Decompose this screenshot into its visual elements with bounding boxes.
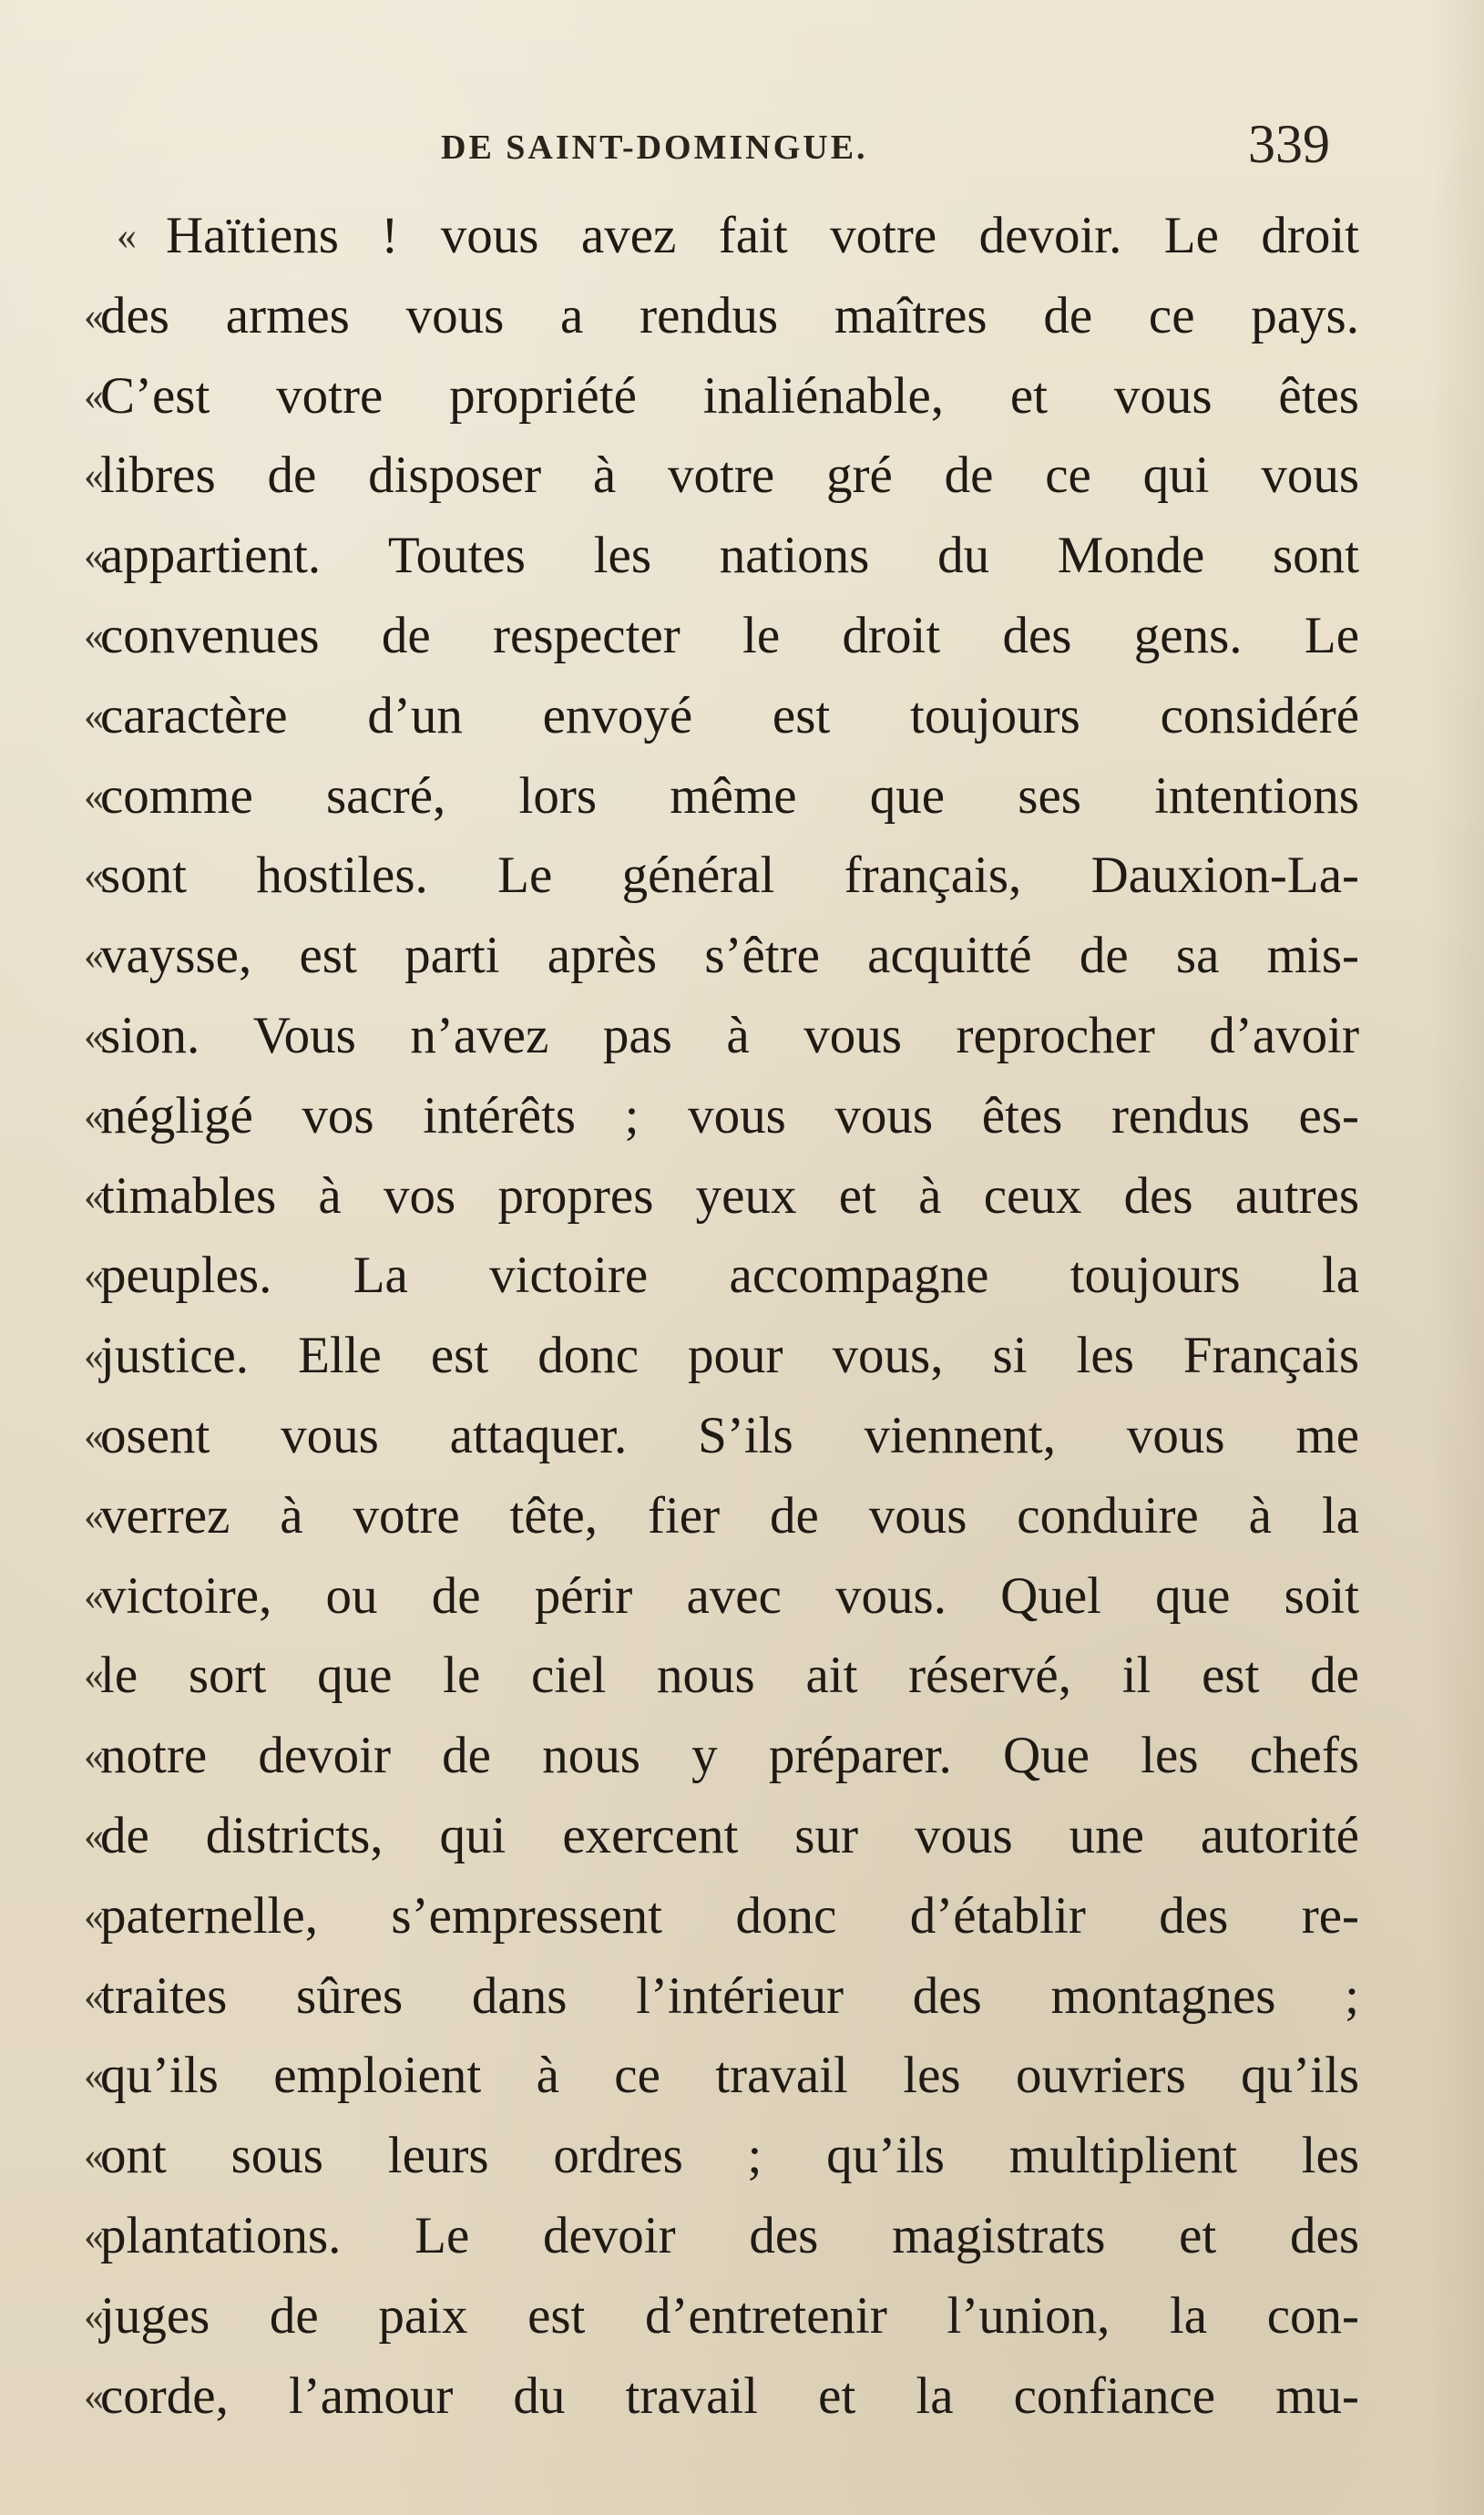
line-text: juges de paix est d’entretenir l’union, la con- <box>100 2286 1359 2345</box>
guillemet-mark: « <box>84 933 104 979</box>
guillemet-mark: « <box>84 2373 104 2418</box>
guillemet-mark: « <box>84 853 104 898</box>
text-line <box>84 1316 1359 1396</box>
line-text: corde, l’amour du travail et la confiance mu- <box>100 2366 1359 2425</box>
text-line <box>84 2276 1359 2356</box>
text-line <box>84 2356 1359 2437</box>
text-line <box>84 276 1359 356</box>
line-text: timables à vos propres yeux et à ceux des autres <box>100 1166 1359 1225</box>
line-text: qu’ils emploient à ce travail les ouvriers qu’ils <box>100 2047 1359 2105</box>
guillemet-mark: « <box>84 293 104 338</box>
text-line <box>84 1476 1359 1556</box>
text-line <box>84 676 1359 756</box>
text-line <box>84 2116 1359 2196</box>
text-line <box>84 1396 1359 1476</box>
running-head-title: DE SAINT-DOMINGUE. <box>441 128 868 167</box>
line-text: libres de disposer à votre gré de ce qui vous <box>100 447 1359 505</box>
line-text: traites sûres dans l’intérieur des montagnes ; <box>100 1966 1359 2025</box>
text-line <box>84 1796 1359 1876</box>
guillemet-mark: « <box>84 1093 104 1138</box>
guillemet-mark: « <box>84 1333 104 1379</box>
text-line <box>84 1076 1359 1156</box>
line-text: sion. Vous n’avez pas à vous reprocher d’avoir <box>100 1006 1359 1064</box>
line-text: osent vous attaquer. S’ils viennent, vous me <box>100 1406 1359 1464</box>
guillemet-mark: « <box>84 2053 104 2099</box>
guillemet-mark: « <box>84 1812 104 1858</box>
line-text: le sort que le ciel nous ait réservé, il est de <box>100 1647 1359 1705</box>
text-line <box>84 596 1359 676</box>
page-number: 339 <box>1248 114 1330 174</box>
text-line <box>84 2196 1359 2276</box>
line-text: verrez à votre tête, fier de vous conduire à la <box>100 1486 1359 1545</box>
guillemet-mark: « <box>84 453 104 498</box>
guillemet-mark: « <box>84 1493 104 1538</box>
text-line <box>84 196 1359 276</box>
text-line <box>84 1236 1359 1316</box>
guillemet-mark: « <box>84 2133 104 2179</box>
guillemet-mark: « <box>84 1173 104 1218</box>
text-line <box>84 1636 1359 1716</box>
guillemet-mark: « <box>84 773 104 818</box>
text-line <box>84 436 1359 516</box>
line-text: de districts, qui exercent sur vous une autorité <box>100 1806 1359 1864</box>
text-line <box>84 516 1359 596</box>
line-text: victoire, ou de périr avec vous. Quel que soit <box>100 1566 1359 1625</box>
text-line <box>84 1556 1359 1637</box>
line-text: justice. Elle est donc pour vous, si les Français <box>100 1327 1359 1385</box>
line-text: comme sacré, lors même que ses intentions <box>100 766 1359 825</box>
guillemet-mark: « <box>84 2293 104 2338</box>
line-text: peuples. La victoire accompagne toujours la <box>100 1247 1359 1305</box>
line-text: plantations. Le devoir des magistrats et des <box>100 2206 1359 2264</box>
guillemet-mark: « <box>84 1893 104 1938</box>
guillemet-mark: « <box>84 1733 104 1779</box>
line-text: caractère d’un envoyé est toujours considéré <box>100 686 1359 744</box>
line-text: convenues de respecter le droit des gens. Le <box>100 606 1359 664</box>
text-line <box>84 916 1359 996</box>
body-text <box>84 196 1359 2436</box>
text-line <box>84 1716 1359 1796</box>
guillemet-mark: « <box>84 693 104 738</box>
line-text: sont hostiles. Le général français, Dauxion-La- <box>100 847 1359 905</box>
line-text: négligé vos intérêts ; vous vous êtes rendus es- <box>100 1086 1359 1145</box>
guillemet-mark: « <box>84 373 104 418</box>
line-text: Haïtiens ! vous avez fait votre devoir. Le droit <box>166 207 1359 264</box>
text-line <box>84 1156 1359 1237</box>
guillemet-mark: « <box>84 612 104 658</box>
line-text: paternelle, s’empressent donc d’établir des re- <box>100 1886 1359 1945</box>
guillemet-mark: « <box>84 1653 104 1699</box>
text-line <box>84 996 1359 1076</box>
line-text: vaysse, est parti après s’être acquitté de sa mis- <box>100 927 1359 985</box>
running-head <box>0 113 1484 186</box>
text-line <box>84 356 1359 436</box>
line-text: des armes vous a rendus maîtres de ce pays. <box>100 286 1359 344</box>
text-line <box>84 756 1359 837</box>
guillemet-mark: « <box>84 1573 104 1618</box>
guillemet-mark: « <box>84 533 104 579</box>
guillemet-mark: « <box>84 2212 104 2258</box>
text-line <box>84 1956 1359 2037</box>
line-text: notre devoir de nous y préparer. Que les chefs <box>100 1727 1359 1785</box>
text-line <box>84 836 1359 916</box>
line-text: ont sous leurs ordres ; qu’ils multiplient les <box>100 2127 1359 2185</box>
line-text: appartient. Toutes les nations du Monde sont <box>100 527 1359 585</box>
guillemet-mark: « <box>117 213 137 258</box>
guillemet-mark: « <box>84 1012 104 1058</box>
text-line <box>84 1876 1359 1956</box>
line-text: C’est votre propriété inaliénable, et vous êtes <box>100 366 1359 425</box>
guillemet-mark: « <box>84 1412 104 1458</box>
text-line <box>84 2036 1359 2116</box>
guillemet-mark: « <box>84 1973 104 2018</box>
guillemet-mark: « <box>84 1253 104 1299</box>
